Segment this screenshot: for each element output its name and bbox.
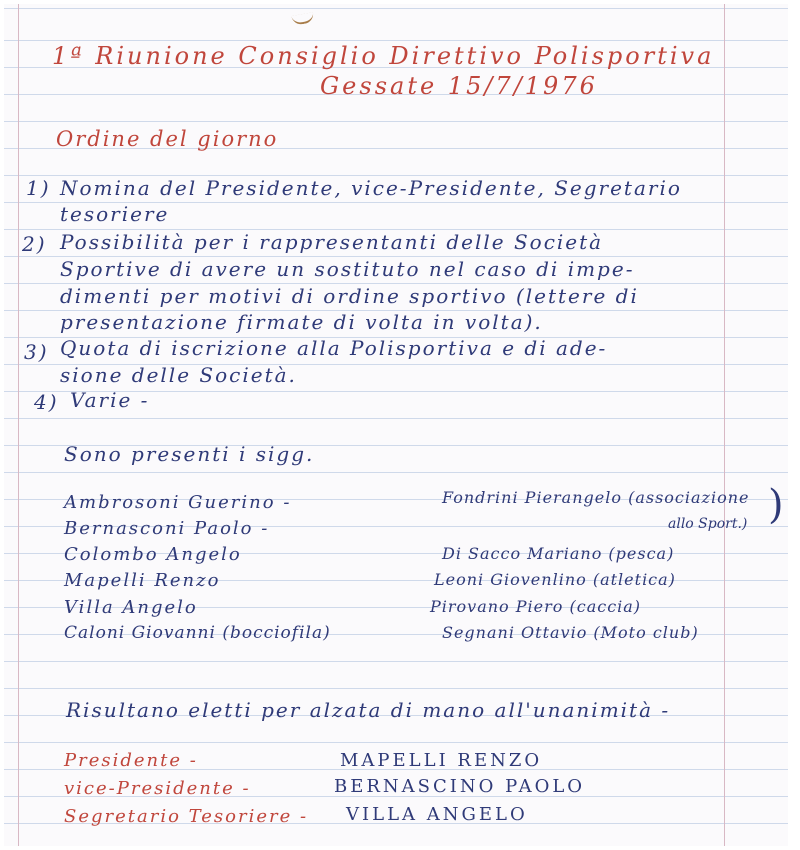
agenda-item-line: Varie - (70, 388, 150, 412)
agenda-item-line: Sportive di avere un sostituto nel caso di impe- (60, 257, 635, 281)
elected-name: BERNASCINO PAOLO (334, 776, 586, 797)
election-statement: Risultano eletti per alzata di mano all'unanimità - (66, 698, 671, 722)
attendee-right: Leoni Giovenlino (atletica) (434, 570, 676, 589)
elected-name: MAPELLI RENZO (340, 750, 543, 771)
attendee-left: Bernasconi Paolo - (64, 518, 270, 539)
attendee-left: Villa Angelo (64, 597, 198, 618)
margin-line-left (18, 4, 19, 846)
agenda-item-number: 4) (34, 390, 59, 414)
attendee-right: Segnani Ottavio (Moto club) (442, 623, 699, 642)
title-line-1: 1ª Riunione Consiglio Direttivo Polisportiva (52, 42, 715, 70)
attendee-left: Ambrosoni Guerino - (64, 492, 292, 513)
role-label: Segretario Tesoriere - (64, 806, 309, 827)
agenda-heading: Ordine del giorno (56, 127, 279, 151)
attendee-right: Fondrini Pierangelo (associazione (442, 488, 750, 507)
agenda-item-number: 1) (26, 176, 51, 200)
attendee-right: allo Sport.) (668, 516, 748, 532)
agenda-item-line: Possibilità per i rappresentanti delle Società (60, 230, 604, 254)
agenda-item-line: tesoriere (60, 202, 170, 226)
agenda-item-line: Nomina del Presidente, vice-Presidente, Segretario (60, 176, 682, 200)
role-label: Presidente - (64, 750, 198, 771)
attendance-intro: Sono presenti i sigg. (64, 442, 315, 466)
agenda-item-line: Quota di iscrizione alla Polisportiva e di ade- (60, 336, 608, 360)
ink-mark (291, 12, 314, 26)
agenda-item-number: 2) (22, 232, 47, 256)
agenda-item-line: dimenti per motivi di ordine sportivo (lettere di (60, 284, 639, 308)
attendee-right: Di Sacco Mariano (pesca) (442, 544, 675, 563)
notebook-page (4, 4, 788, 846)
agenda-item-line: presentazione firmate di volta in volta). (60, 310, 543, 334)
role-label: vice-Presidente - (64, 778, 251, 799)
bracket-mark: ) (768, 482, 784, 528)
title-line-2: Gessate 15/7/1976 (320, 72, 598, 100)
attendee-left: Caloni Giovanni (bocciofila) (64, 623, 331, 643)
attendee-left: Colombo Angelo (64, 544, 242, 565)
attendee-right: Pirovano Piero (caccia) (430, 597, 642, 616)
agenda-item-number: 3) (24, 340, 49, 364)
agenda-item-line: sione delle Società. (60, 363, 297, 387)
margin-line-right (724, 4, 725, 846)
attendee-left: Mapelli Renzo (64, 570, 221, 591)
elected-name: VILLA ANGELO (346, 804, 528, 825)
